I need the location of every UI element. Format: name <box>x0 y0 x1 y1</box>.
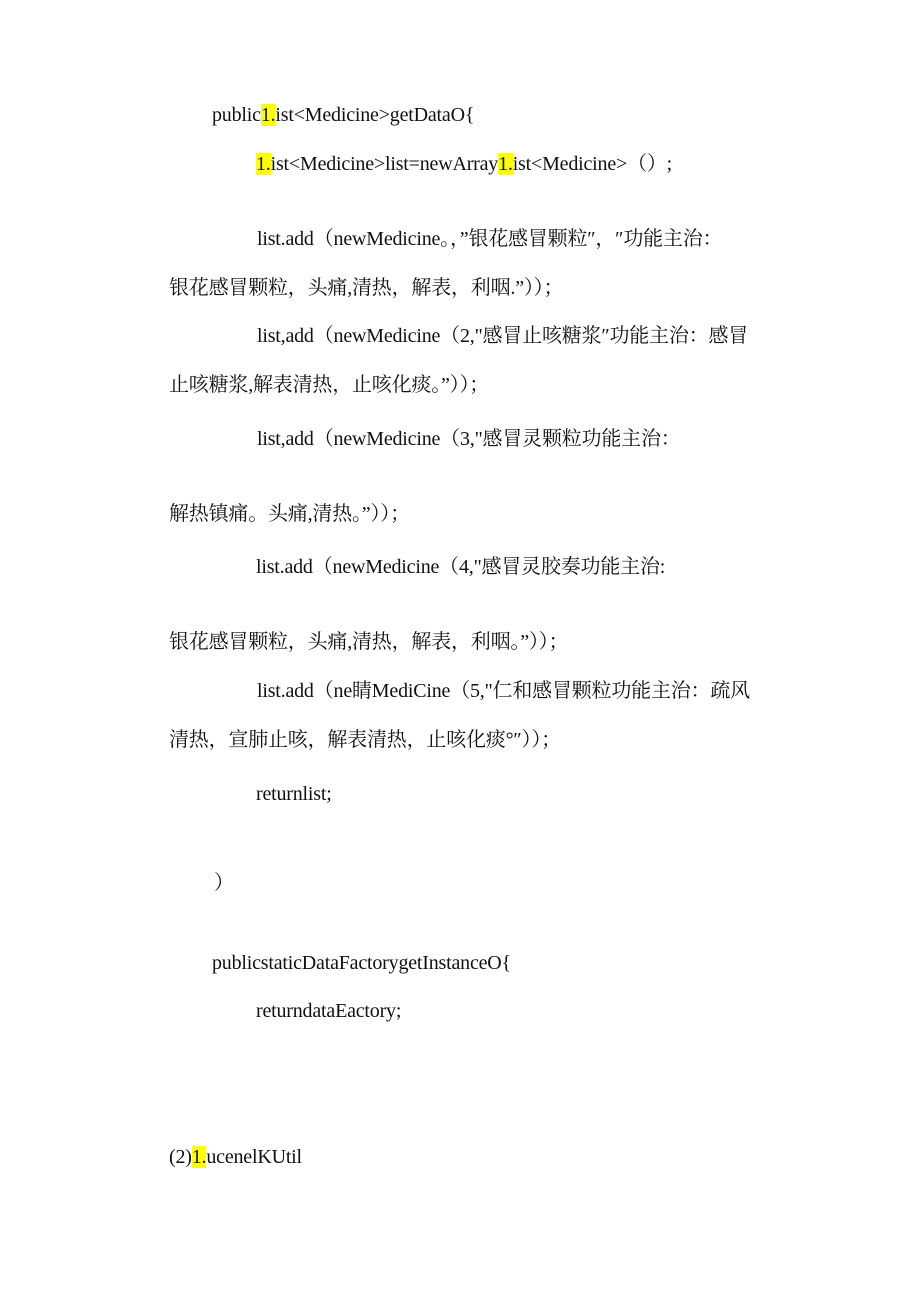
code-line <box>169 372 489 398</box>
code-line <box>256 781 332 807</box>
highlighted-text: 1. <box>256 153 271 175</box>
line-text: list,add（newMedicine（2,"感冒止咳糖浆″功能主治：感冒 <box>257 325 749 347</box>
code-line <box>169 629 568 655</box>
code-line <box>257 323 748 349</box>
line-text: public <box>212 104 261 126</box>
code-line <box>169 275 563 301</box>
line-text: 止咳糖浆,解表清热，止咳化痰。”））； <box>169 374 490 396</box>
code-line <box>169 501 410 527</box>
code-line <box>256 554 665 580</box>
line-text: ） <box>214 872 234 894</box>
line-text: list.add（newMedicine。，”银花感冒颗粒″，″功能主治： <box>257 228 723 250</box>
section-heading <box>169 1144 302 1170</box>
line-text: ist<Medicine>list=newArray <box>270 153 499 175</box>
highlighted-text: 1. <box>260 104 276 126</box>
code-line <box>169 727 561 753</box>
code-line <box>257 678 750 704</box>
code-line <box>214 870 234 896</box>
line-text: returndataEactory; <box>256 1000 402 1022</box>
line-text: ist<Medicine>（）; <box>512 153 673 175</box>
code-line <box>256 151 672 177</box>
line-text: (2) <box>169 1146 192 1168</box>
code-line <box>257 426 681 452</box>
line-text: list.add（newMedicine（4,"感冒灵胶奏功能主治: <box>256 556 666 578</box>
code-line <box>212 950 511 976</box>
line-text: ist<Medicine>getDataO{ <box>275 104 475 126</box>
highlighted-text: 1. <box>498 153 513 175</box>
line-text: publicstaticDataFactorygetInstanceO{ <box>212 952 511 974</box>
line-text: 银花感冒颗粒，头痛,清热，解表，利咽.”））； <box>169 277 564 299</box>
highlighted-text: 1. <box>191 1146 207 1168</box>
code-line <box>256 998 401 1024</box>
line-text: 银花感冒颗粒，头痛,清热，解表，利咽。”））； <box>169 631 569 653</box>
line-text: list,add（newMedicine（3,"感冒灵颗粒功能主治： <box>257 428 681 450</box>
line-text: 清热，宣肺止咳，解表清热，止咳化痰°″））； <box>169 729 561 751</box>
code-line <box>257 226 722 252</box>
line-text: ucenelKUtil <box>206 1146 302 1168</box>
line-text: 解热镇痛。头痛,清热。”））； <box>169 503 410 525</box>
line-text: returnlist; <box>256 783 332 805</box>
code-line <box>212 102 474 128</box>
line-text: list.add（ne睛MediCine（5,"仁和感冒颗粒功能主治：疏风 <box>257 680 750 702</box>
